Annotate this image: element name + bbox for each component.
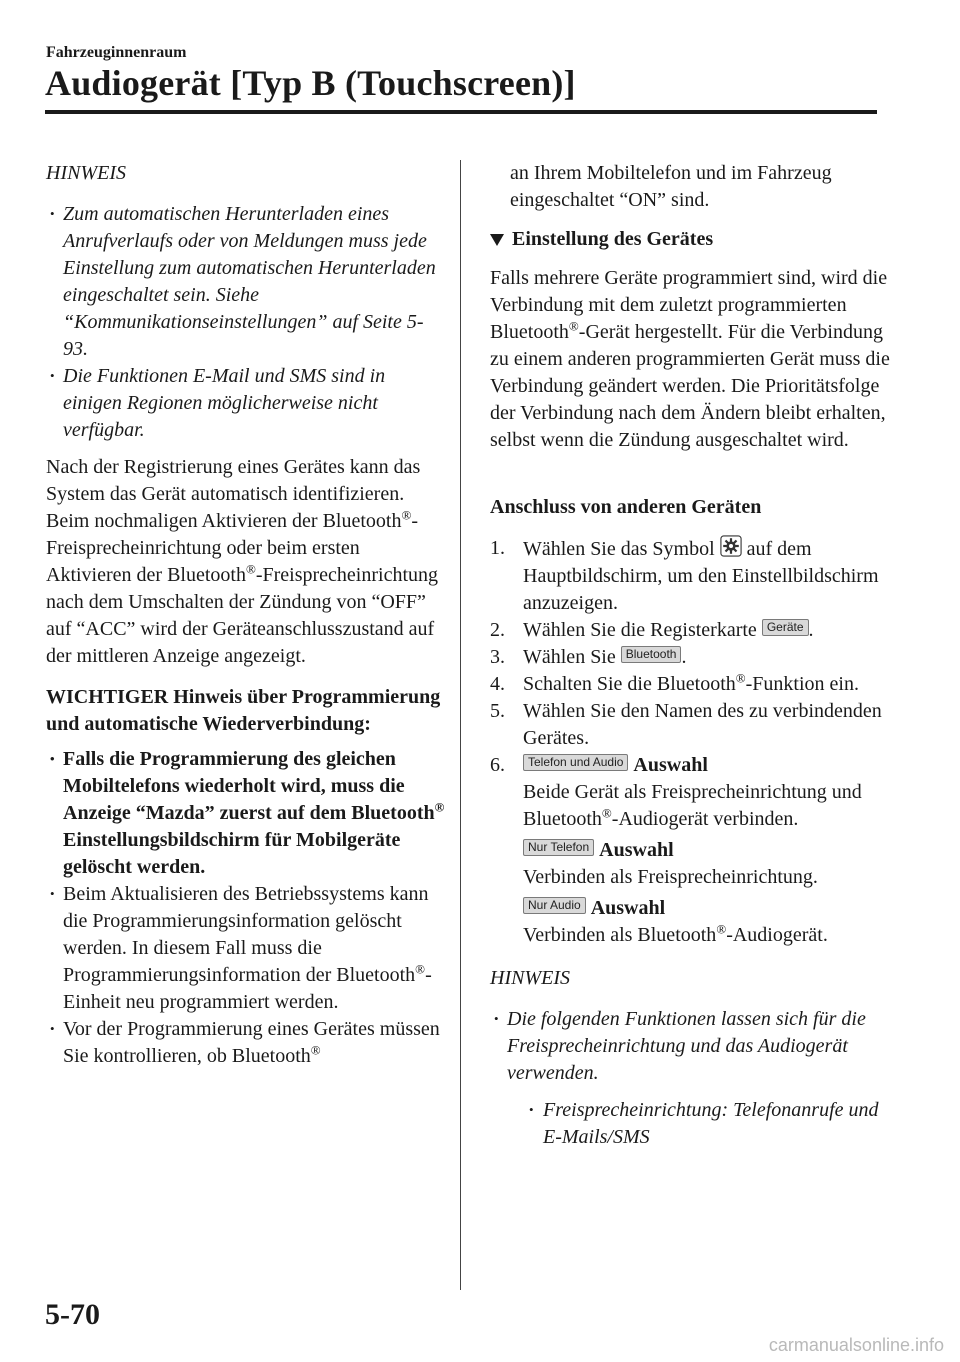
hinweis-label: HINWEIS	[490, 967, 570, 989]
step-item: 1. Wählen Sie das Symbol auf dem Hauptbildschirm, um den Einstellbildschirm anzuzeigen.	[490, 537, 879, 614]
important-list	[46, 746, 446, 1070]
nur-audio-button[interactable]: Nur Audio	[523, 897, 586, 914]
note-item: • Zum automatischen Herunterladen eines Anrufverlaufs oder von Meldungen muss jede Einstellung zum automatischen Herunterladen eingeschaltet sein. Siehe “Kommunikationseinstellungen” auf Seite 5-93.	[46, 201, 446, 363]
column-divider	[460, 160, 461, 1290]
header-section: Fahrzeuginnenraum	[46, 44, 187, 61]
left-column	[46, 160, 446, 1070]
paragraph-registration: Nach der Registrierung eines Gerätes kann das System das Gerät automatisch identifizieren. Beim nochmaligen Aktivieren der Bluetooth®-Freisprecheinrichtung oder beim ersten Aktivieren der Bluetooth®-Freisprecheinrichtung nach dem Umschalten der Zündung von “OFF” auf “ACC” wird der Geräteanschlusszustand auf der mittleren Anzeige angezeigt.	[46, 456, 439, 667]
list-item: • Vor der Programmierung eines Gerätes müssen Sie kontrollieren, ob Bluetooth®	[46, 1016, 446, 1070]
step-item: 4. Schalten Sie die Bluetooth®-Funktion ein.	[490, 670, 859, 695]
hinweis-label: HINWEIS	[46, 162, 126, 184]
step-item: 2. Wählen Sie die Registerkarte Geräte .	[490, 619, 814, 641]
geraete-tab-button[interactable]: Geräte	[762, 619, 809, 636]
telefon-und-audio-button[interactable]: Telefon und Audio	[523, 754, 628, 771]
gear-icon	[720, 535, 742, 557]
steps-list	[490, 535, 890, 949]
registered-mark: ®	[415, 961, 426, 977]
nur-telefon-button[interactable]: Nur Telefon	[523, 839, 594, 856]
step-item: 5. Wählen Sie den Namen des zu verbindenden Gerätes.	[490, 700, 882, 749]
registered-mark: ®	[401, 507, 412, 523]
note-item: • Die folgenden Funktionen lassen sich für die Freisprecheinrichtung und das Audiogerät verwenden. • Freisprecheinrichtung: Telefonanrufe und E-Mails/SMS	[490, 1006, 890, 1151]
right-column	[490, 160, 890, 1161]
registered-mark: ®	[601, 805, 612, 821]
note-list	[490, 1006, 890, 1151]
sub-heading: Anschluss von anderen Geräten	[490, 496, 762, 518]
sub-note-item: • Freisprecheinrichtung: Telefonanrufe und E-Mails/SMS	[507, 1097, 890, 1151]
page-number: 5-70	[45, 1298, 100, 1331]
registered-mark: ®	[245, 561, 256, 577]
note-item: • Die Funktionen E-Mail und SMS sind in einigen Regionen möglicherweise nicht verfügbar.	[46, 363, 446, 444]
list-item: • Beim Aktualisieren des Betriebssystems kann die Programmierungsinformation gelöscht werden. In diesem Fall muss die Programmierungsinformation der Bluetooth®-Einheit neu programmiert werden.	[46, 881, 446, 1016]
bullet-continuation: an Ihrem Mobiltelefon und im Fahrzeug eingeschaltet “ON” sind.	[510, 162, 832, 211]
step-item: 3. Wählen Sie Bluetooth .	[490, 646, 687, 668]
section-heading: Einstellung des Gerätes	[490, 226, 890, 253]
registered-mark: ®	[716, 921, 727, 937]
step-item: 6. Telefon und Audio Auswahl Beide Gerät als Freisprecheinrichtung und Bluetooth®-Audiogerät verbinden. Nur Telefon Auswahl Verbinden als Freisprecheinrichtung. Nur Audio Auswahl Verbinden als Bluetooth®-Audiogerät.	[490, 754, 862, 946]
page-title: Audiogerät [Typ B (Touchscreen)]	[45, 63, 576, 103]
note-list	[46, 201, 446, 444]
triangle-down-icon	[490, 234, 504, 246]
bluetooth-button[interactable]: Bluetooth	[621, 646, 682, 663]
registered-mark: ®	[735, 670, 746, 686]
important-heading: WICHTIGER Hinweis über Programmierung und automatische Wiederverbindung:	[46, 686, 441, 735]
paragraph-device-setting: Falls mehrere Geräte programmiert sind, wird die Verbindung mit dem zuletzt programmierten Bluetooth®-Gerät hergestellt. Für die Verbindung zu einem anderen programmierten Gerät muss die Verbindung geändert werden. Die Prioritätsfolge der Verbindung nach dem Ändern bleibt erhalten, selbst wenn die Zündung ausgeschaltet wird.	[490, 267, 890, 451]
sub-note-list	[507, 1097, 890, 1151]
header-rule	[45, 110, 877, 114]
registered-mark: ®	[568, 318, 579, 334]
watermark: carmanualsonline.info	[768, 1335, 944, 1355]
registered-mark: ®	[310, 1042, 321, 1058]
registered-mark: ®	[434, 799, 445, 815]
list-item: • Falls die Programmierung des gleichen Mobiltelefons wiederholt wird, muss die Anzeige “Mazda” zuerst auf dem Bluetooth® Einstellungsbildschirm für Mobilgeräte gelöscht werden.	[46, 746, 446, 881]
